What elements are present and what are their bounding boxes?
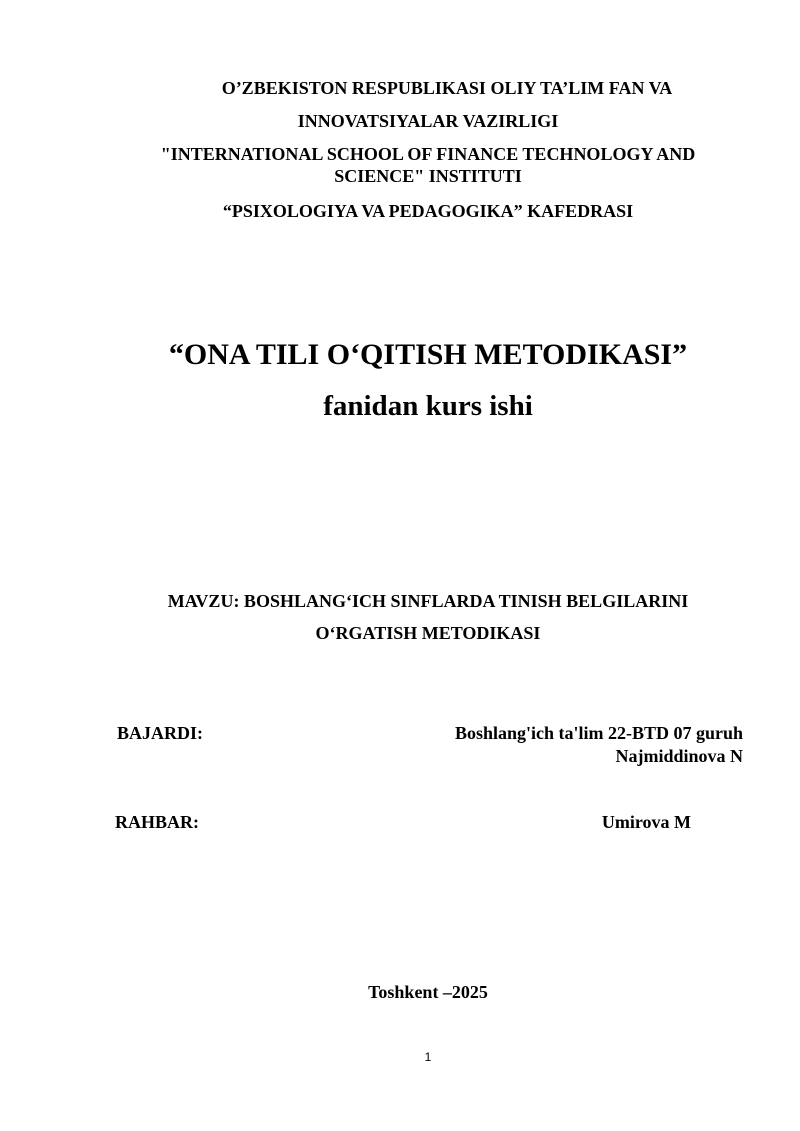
- performer-group: Boshlang'ich ta'lim 22-BTD 07 guruh: [454, 723, 743, 743]
- work-type-subtitle: fanidan kurs ishi: [323, 390, 533, 422]
- page-number: 1: [424, 1050, 432, 1064]
- course-subject-title: “ONA TILI O‘QITISH METODIKASI”: [168, 338, 688, 371]
- ministry-name-line-2: INNOVATSIYALAR VAZIRLIGI: [297, 111, 559, 131]
- city-year: Toshkent –2025: [368, 982, 488, 1002]
- performer-name: Najmiddinova N: [615, 746, 743, 766]
- department-name: “PSIXOLOGIYA VA PEDAGOGIKA” KAFEDRASI: [222, 201, 634, 221]
- institute-name-line-1: "INTERNATIONAL SCHOOL OF FINANCE TECHNOLOGY AND: [160, 144, 696, 164]
- performer-label: BAJARDI:: [117, 723, 204, 743]
- supervisor-label: RAHBAR:: [115, 812, 199, 832]
- ministry-name-line-1: O’ZBEKISTON RESPUBLIKASI OLIY TA’LIM FAN VA: [221, 78, 673, 98]
- institute-name-line-2: SCIENCE" INSTITUTI: [334, 166, 522, 186]
- topic-line-2: O‘RGATISH METODIKASI: [315, 623, 541, 643]
- topic-line-1: MAVZU: BOSHLANG‘ICH SINFLARDA TINISH BELGILARINI: [167, 591, 689, 611]
- supervisor-name: Umirova M: [601, 812, 691, 832]
